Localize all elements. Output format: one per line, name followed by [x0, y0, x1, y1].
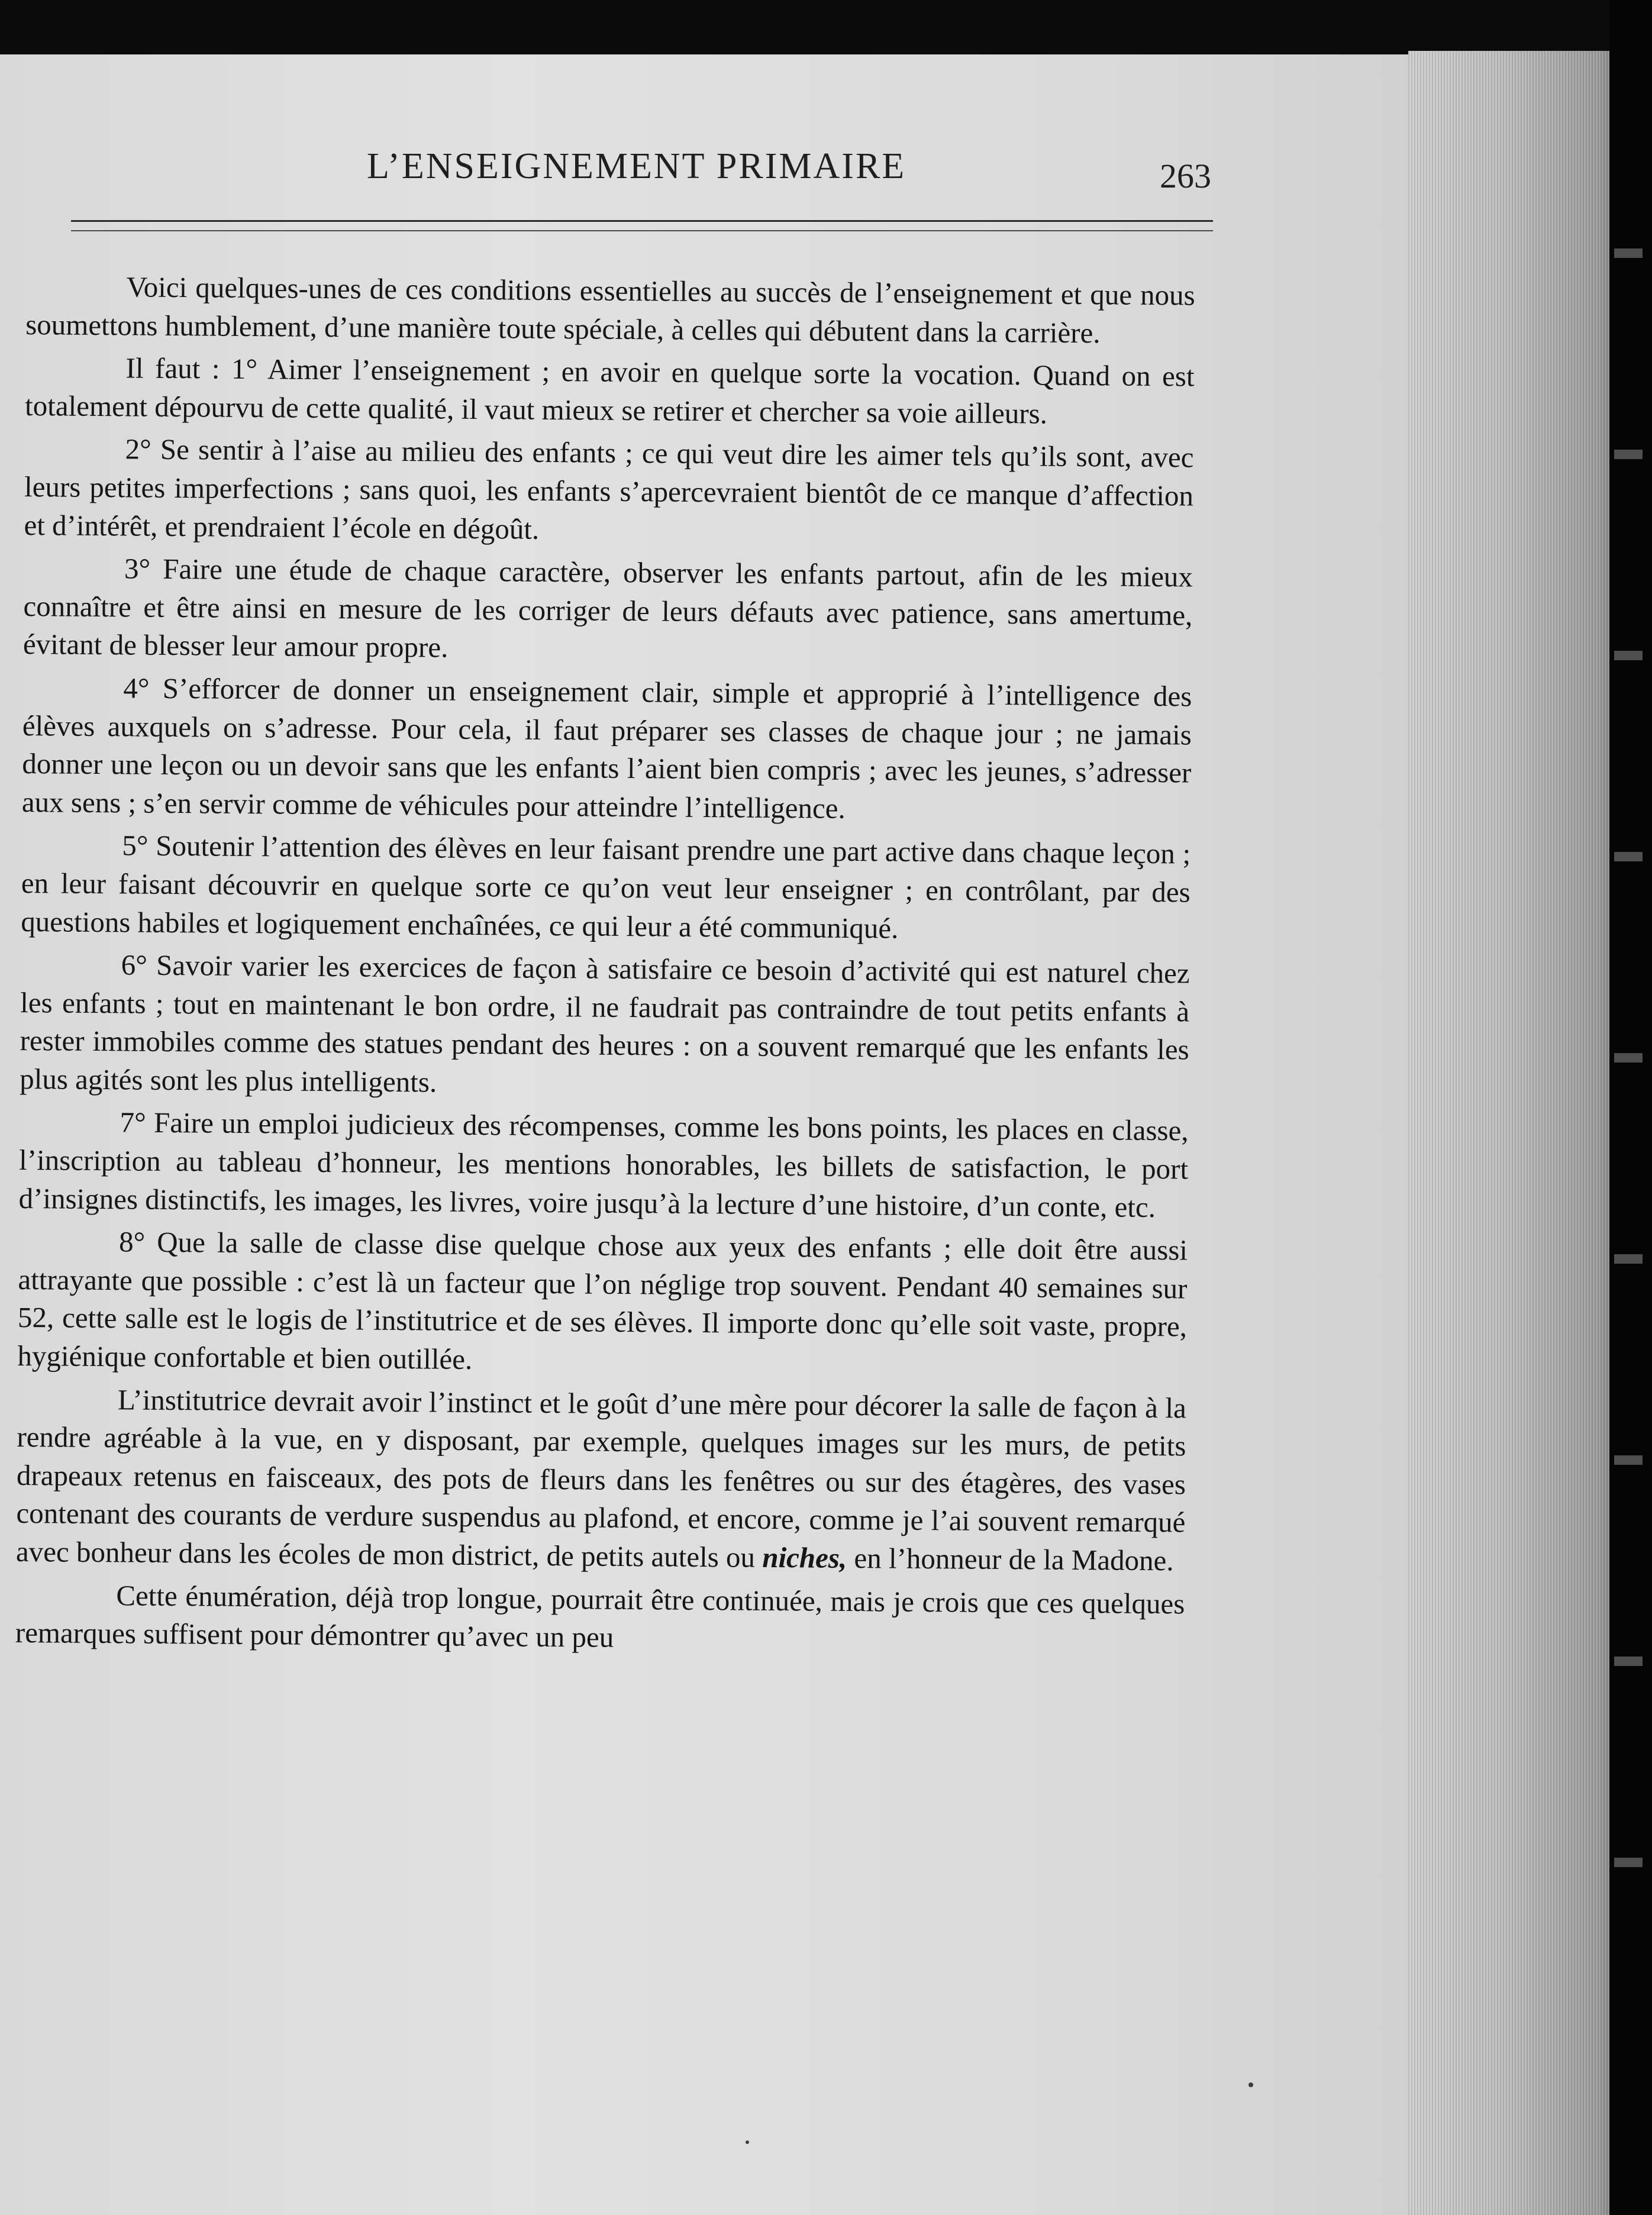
- italic-word: niches,: [762, 1541, 847, 1574]
- paragraph: Cette énumération, déjà trop longue, pourrait être continuée, mais je crois que ces quelques remarques suffisent pour démontrer qu’avec un peu: [15, 1578, 1185, 1654]
- film-sprocket: [1614, 248, 1643, 258]
- film-sprocket: [1614, 450, 1643, 459]
- film-sprocket: [1614, 1858, 1643, 1867]
- film-sprocket: [1614, 1455, 1643, 1465]
- paragraph: Il faut : 1° Aimer l’enseignement ; en avoir en quelque sorte la vocation. Quand on est totalement dépourvu de cette qualité, il vaut mieux se retirer et chercher sa voie ailleurs.: [24, 351, 1195, 430]
- paragraph: 8° Que la salle de classe dise quelque chose aux yeux des enfants ; elle doit être aussi attrayante que possible : c’est là un facteur que l’on néglige trop souvent. Pendant 40 semaines sur 52, cette salle est le logis de l’institutrice et de ses élèves. Il importe donc qu’elle soit vaste, propre, hygiénique confortable et bien outillée.: [17, 1225, 1188, 1376]
- film-sprocket: [1614, 651, 1643, 660]
- running-title: L’ENSEIGNEMENT PRIMAIRE: [367, 146, 906, 186]
- paragraph: 2° Se sentir à l’aise au milieu des enfants ; ce qui veut dire les aimer tels qu’ils sont, avec leurs petites imperfections ; sans quoi, les enfants s’apercevraient bientôt de ce manque d’affection et d’intérêt, et prendraient l’école en dégoût.: [24, 432, 1194, 545]
- paragraph: [16, 1380, 1186, 1580]
- dust-speck: [1248, 2082, 1253, 2087]
- header-rule: [71, 220, 1213, 222]
- film-sprocket: [1614, 1254, 1643, 1264]
- paragraph-text: en l’honneur de la Madone.: [847, 1541, 1174, 1577]
- page-header: [71, 146, 1225, 217]
- body-text: [15, 267, 1195, 1666]
- dust-speck: [746, 2140, 749, 2144]
- paragraph: 3° Faire une étude de chaque caractère, observer les enfants partout, afin de les mieux connaître et être ainsi en mesure de les corriger de leurs défauts avec patience, sans amertume, évitant de blesser leur amour propre.: [22, 552, 1193, 664]
- film-sprocket: [1614, 1657, 1643, 1666]
- film-sprocket: [1614, 852, 1643, 861]
- paragraph: 4° S’efforcer de donner un enseignement clair, simple et approprié à l’intelligence des élèves auxquels on s’adresse. Pour cela, il faut préparer ses classes de chaque jour ; ne jamais donner une leçon ou un devoir sans que les enfants l’aient bien compris ; avec les jeunes, s’adresser aux sens ; s’en servir comme de véhicules pour atteindre l’intelligence.: [21, 671, 1192, 825]
- paragraph-text: L’institutrice devrait avoir l’instinct et le goût d’une mère pour décorer la salle de façon à la rendre agréable à la vue, en y disposant, par exemple, quelques images sur les murs, de petits drapeaux retenus en faisceaux, des pots de fleurs dans les fenêtres ou sur des étagères, des vases contenant des courants de verdure suspendus au plafond, et encore, comme je l’ai souvent remarqué avec bonheur dans les écoles de mon district, de petits autels ou: [15, 1383, 1187, 1574]
- header-rule-thin: [71, 230, 1213, 231]
- film-sprocket: [1614, 1053, 1643, 1063]
- paragraph: 7° Faire un emploi judicieux des récompenses, comme les bons points, les places en classe, l’inscription au tableau d’honneur, les mentions honorables, les billets de satisfaction, le port d’insignes distinctifs, les images, les livres, voire jusqu’à la lecture d’une histoire, d’un conte, etc.: [18, 1106, 1189, 1223]
- paragraph: Voici quelques-unes de ces conditions essentielles au succès de l’enseignement et que nous soumettons humblement, d’une manière toute spéciale, à celles qui débutent dans la carrière.: [25, 270, 1195, 349]
- paragraph: 6° Savoir varier les exercices de façon à satisfaire ce besoin d’activité qui est naturel chez les enfants ; tout en maintenant le bon ordre, il ne faudrait pas contraindre de tout petits enfants à rester immobiles comme des statues pendant des heures : on a souvent remarqué que les enfants les plus agités sont les plus intelligents.: [20, 948, 1190, 1099]
- page-number: 263: [1160, 157, 1211, 195]
- paragraph: 5° Soutenir l’attention des élèves en leur faisant prendre une part active dans chaque leçon ; en leur faisant découvrir en quelque sorte ce qu’on veut leur enseigner ; en contrôlant, par des questions habiles et logiquement enchaînées, ce qui leur a été communiqué.: [21, 829, 1191, 945]
- film-border: [1609, 0, 1652, 2215]
